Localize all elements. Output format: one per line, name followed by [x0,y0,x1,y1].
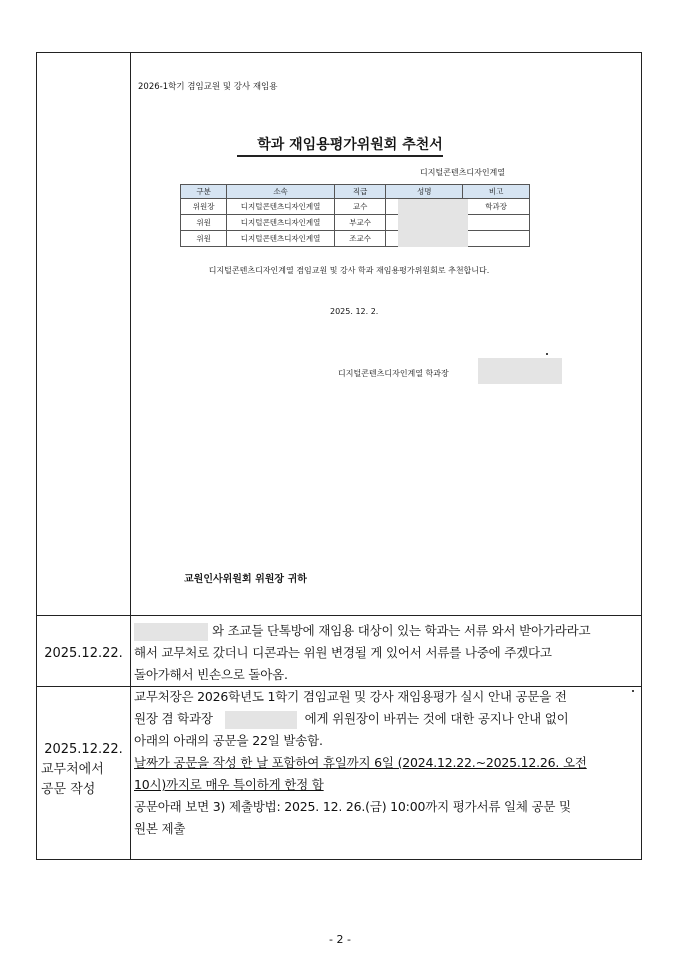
body-line: 10시)까지로 매우 특이하게 한정 함 [134,777,324,792]
table-row [181,231,530,247]
table-cell: 학과장 [463,199,530,215]
table-cell: 부교수 [334,215,385,231]
embedded-doc-date: 2025. 12. 2. [330,307,379,316]
table-row [181,215,530,231]
embedded-doc-addressee: 교원인사위원회 위원장 귀하 [184,574,307,585]
committee-table-header [181,185,530,199]
body-line: 원본 제출 [134,821,186,836]
committee-table [180,184,530,247]
table-cell: 디지털콘텐츠디자인계열 [227,215,335,231]
table-cell: 위원 [181,231,227,247]
date-line: 공문 작성 [41,782,96,797]
body-line [134,708,634,730]
col-header: 성명 [386,185,463,199]
row-body [134,620,634,686]
table-cell: 디지털콘텐츠디자인계열 [227,199,335,215]
body-text: 와 조교들 단톡방에 재임용 대상이 있는 학과는 서류 와서 받아가라라고 [212,623,591,638]
table-cell: 조교수 [334,231,385,247]
table-cell [463,231,530,247]
body-line [134,620,634,642]
body-line: 아래의 아래의 공문을 22일 발송함. [134,733,323,748]
body-line: 공문아래 보면 3) 제출방법: 2025. 12. 26.(금) 10:00까지 평가서류 일체 공문 및 [134,799,571,814]
redacted-name [134,623,208,641]
row-body [134,686,634,840]
row-date: 2025.12.22. [44,646,123,661]
date-line: 2025.12.22. [44,742,123,757]
embedded-doc-title: 학과 재임용평가위원회 추천서 [237,134,443,157]
date-line: 교무처에서 [41,762,104,777]
row-date [37,740,130,800]
col-header: 구분 [181,185,227,199]
speck [546,353,548,355]
embedded-doc-header: 2026-1학기 겸임교원 및 강사 재임용 [138,82,278,92]
redacted-names [398,199,468,247]
page-number: - 2 - [329,933,351,946]
recommend-text: 디지털콘텐츠디자인계열 겸임교원 및 강사 학과 재임용평가위원회로 추천합니다. [208,266,490,275]
embedded-doc-signature: 디지털콘텐츠디자인계열 학과장 [338,369,449,378]
row-divider [37,615,641,616]
table-cell [463,215,530,231]
col-header: 비고 [463,185,530,199]
body-line: 돌아가해서 빈손으로 돌아옴. [134,667,288,682]
redacted-name [225,711,297,729]
redacted-signature [478,358,562,384]
table-row [181,199,530,215]
table-cell: 교수 [334,199,385,215]
table-cell: 디지털콘텐츠디자인계열 [227,231,335,247]
body-text: 원장 겸 학과장 [134,711,213,726]
body-line: 날짜가 공문을 작성 한 날 포함하여 휴일까지 6일 (2024.12.22.~2025.12.26. 오전 [134,755,587,770]
body-line: 교무처장은 2026학년도 1학기 겸임교원 및 강사 재임용평가 실시 안내 공문을 전 [134,689,567,704]
table-cell: 위원장 [181,199,227,215]
col-header: 소속 [227,185,335,199]
col-header: 직급 [334,185,385,199]
column-divider [130,53,131,859]
embedded-doc-dept: 디지털콘텐츠디자인계열 [420,168,506,177]
table-cell: 위원 [181,215,227,231]
body-line: 해서 교무처로 갔더니 디콘과는 위원 변경될 게 있어서 서류를 나중에 주겠다고 [134,645,552,660]
speck [632,690,634,692]
body-text: 에게 위원장이 바뀌는 것에 대한 공지나 안내 없이 [304,711,569,726]
